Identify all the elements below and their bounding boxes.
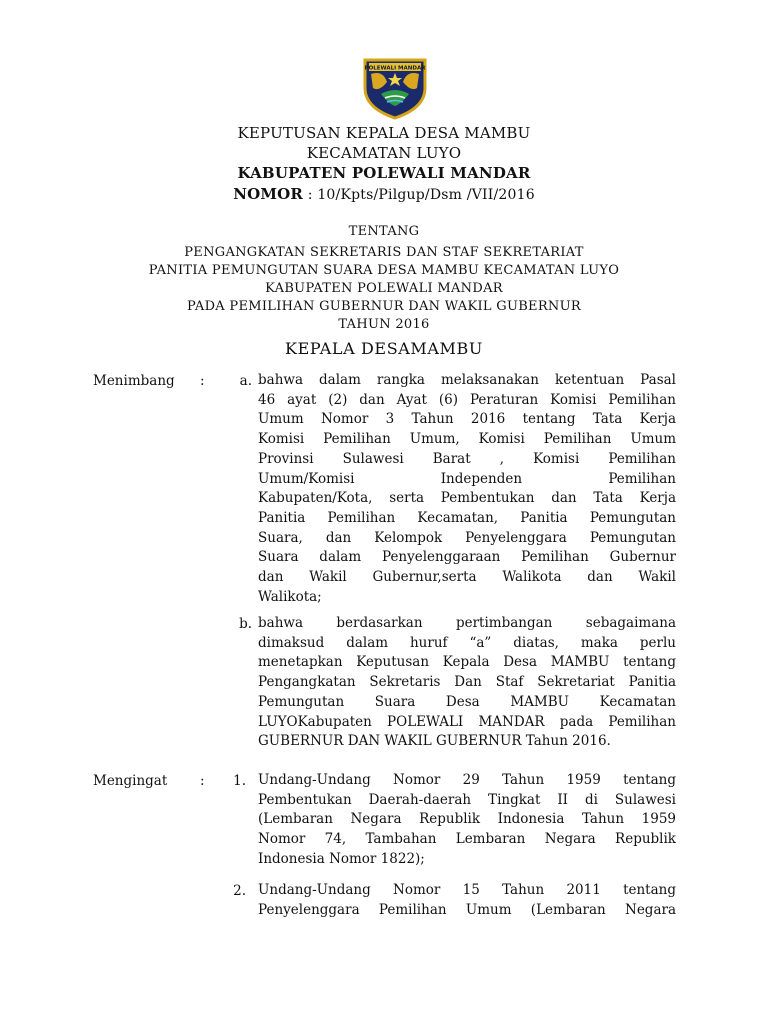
paragraph-line: Pengangkatan Sekretaris Dan Staf Sekretariat Panitia bbox=[258, 674, 676, 691]
paragraph-line: Penyelenggara Pemilihan Umum (Lembaran Negara bbox=[258, 901, 676, 918]
paragraph-line: Umum/Komisi Independen Pemilihan bbox=[258, 470, 676, 487]
mengingat-item-1 bbox=[258, 771, 676, 870]
decree-number-label: NOMOR bbox=[233, 185, 304, 203]
menimbang-item-b bbox=[258, 614, 676, 752]
paragraph-line: dan Wakil Gubernur,serta Walikota dan Wakil bbox=[258, 569, 676, 586]
paragraph-line: Indonesia Nomor 1822); bbox=[258, 850, 425, 867]
paragraph-line: GUBERNUR DAN WAKIL GUBERNUR Tahun 2016. bbox=[258, 733, 611, 750]
paragraph-line: Suara, dan Kelompok Penyelenggara Pemungutan bbox=[258, 529, 676, 546]
decree-subject bbox=[0, 244, 768, 334]
paragraph-line: LUYOKabupaten POLEWALI MANDAR pada Pemilihan bbox=[258, 713, 676, 730]
item-marker-1: 1. bbox=[233, 773, 246, 789]
menimbang-item-a bbox=[258, 371, 676, 607]
decree-title-line-1: KEPUTUSAN KEPALA DESA MAMBU bbox=[237, 124, 531, 142]
paragraph-line: Suara dalam Penyelenggaraan Pemilihan Gubernur bbox=[258, 549, 676, 566]
mengingat-label: Mengingat bbox=[93, 773, 168, 789]
paragraph-line: bahwa berdasarkan pertimbangan sebagaimana bbox=[258, 615, 676, 631]
paragraph-line: Undang-Undang Nomor 29 Tahun 1959 tentang bbox=[258, 772, 676, 788]
paragraph-line: 46 ayat (2) dan Ayat (6) Peraturan Komisi Pemilihan bbox=[258, 391, 676, 408]
decree-number-value: : 10/Kpts/Pilgup/Dsm /VII/2016 bbox=[303, 187, 535, 203]
mengingat-item-2 bbox=[258, 881, 676, 920]
paragraph-line: Kabupaten/Kota, serta Pembentukan dan Tata Kerja bbox=[258, 490, 676, 507]
issuer-heading: KEPALA DESAMAMBU bbox=[285, 339, 483, 358]
tentang-heading: TENTANG bbox=[348, 224, 420, 239]
item-marker-b: b. bbox=[239, 616, 252, 632]
paragraph-line: Panitia Pemilihan Kecamatan, Panitia Pemungutan bbox=[258, 509, 676, 526]
subject-line: PANITIA PEMUNGUTAN SUARA DESA MAMBU KECAMATAN LUYO bbox=[148, 263, 620, 278]
paragraph-line: Nomor 74, Tambahan Lembaran Negara Republik bbox=[258, 831, 676, 848]
subject-line: PENGANGKATAN SEKRETARIS DAN STAF SEKRETARIAT bbox=[184, 245, 584, 260]
mengingat-colon: : bbox=[200, 773, 205, 789]
paragraph-line: Provinsi Sulawesi Barat , Komisi Pemilihan bbox=[258, 450, 676, 467]
paragraph-line: menetapkan Keputusan Kepala Desa MAMBU tentang bbox=[258, 654, 676, 671]
subject-line: TAHUN 2016 bbox=[338, 317, 430, 332]
paragraph-line: dimaksud dalam huruf “a” diatas, maka perlu bbox=[258, 634, 676, 651]
paragraph-line: Umum Nomor 3 Tahun 2016 tentang Tata Kerja bbox=[258, 411, 676, 428]
paragraph-line: (Lembaran Negara Republik Indonesia Tahun 1959 bbox=[258, 811, 676, 828]
paragraph-line: Undang-Undang Nomor 15 Tahun 2011 tentang bbox=[258, 882, 676, 898]
regency-coat-of-arms-logo bbox=[361, 58, 429, 120]
paragraph-line: Komisi Pemilihan Umum, Komisi Pemilihan Umum bbox=[258, 431, 676, 448]
menimbang-label: Menimbang bbox=[93, 373, 175, 389]
paragraph-line: Pemungutan Suara Desa MAMBU Kecamatan bbox=[258, 693, 676, 710]
decree-number bbox=[0, 184, 768, 205]
paragraph-line: Walikota; bbox=[258, 588, 322, 605]
paragraph-line: Pembentukan Daerah-daerah Tingkat II di Sulawesi bbox=[258, 791, 676, 808]
svg-text:POLEWALI MANDAR: POLEWALI MANDAR bbox=[364, 65, 426, 72]
paragraph-line: bahwa dalam rangka melaksanakan ketentuan Pasal bbox=[258, 372, 676, 388]
item-marker-a: a. bbox=[239, 373, 252, 389]
decree-title-line-3: KABUPATEN POLEWALI MANDAR bbox=[237, 164, 531, 182]
subject-line: KABUPATEN POLEWALI MANDAR bbox=[265, 281, 503, 296]
decree-title-line-2: KECAMATAN LUYO bbox=[306, 144, 462, 162]
item-marker-2: 2. bbox=[233, 883, 246, 899]
menimbang-colon: : bbox=[200, 373, 205, 389]
subject-line: PADA PEMILIHAN GUBERNUR DAN WAKIL GUBERNUR bbox=[187, 299, 581, 314]
